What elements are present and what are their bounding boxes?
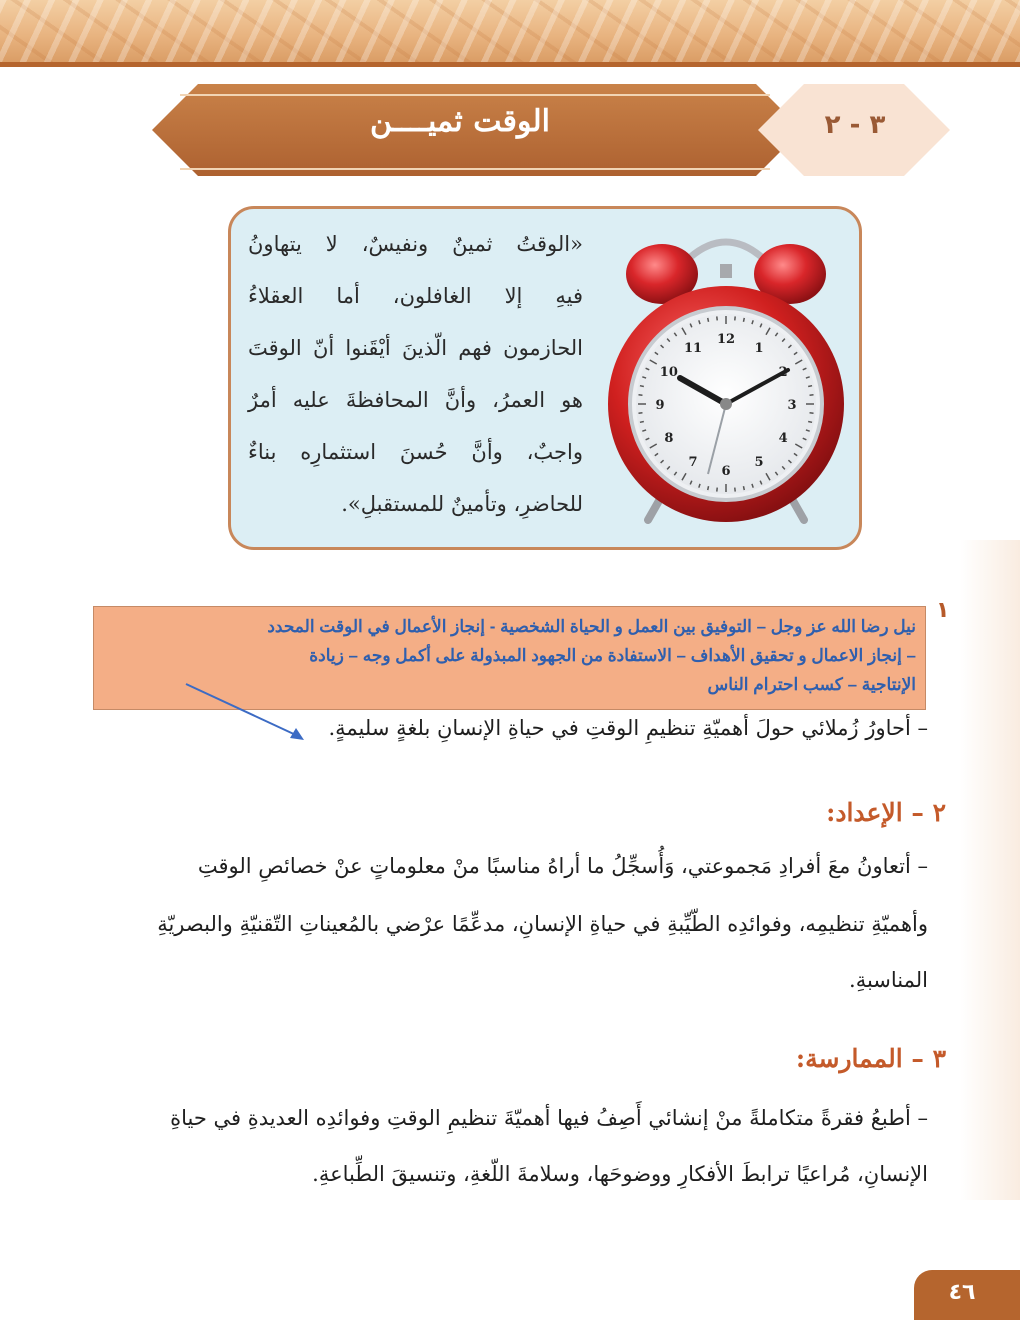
- clock-tick: [640, 421, 644, 422]
- page-number: ٤٦: [948, 1280, 976, 1305]
- callout-line: نيل رضا الله عز وجل – التوفيق بين العمل و الحياة الشخصية - إنجاز الأعمال في الوقت المحدد: [267, 617, 916, 636]
- clock-tick: [708, 486, 709, 490]
- clock-tick: [708, 318, 709, 322]
- clock-number: 10: [659, 365, 678, 380]
- section2-line: وأهميّةِ تنظيمِه، وفوائدِه الطّيِّبةِ في حياةِ الإنسانِ، مدعِّمًا عرْضي بالمُعيناتِ التّقنيّةِ والبصريّةِ: [157, 912, 928, 936]
- callout-arrow: [180, 680, 320, 750]
- alarm-clock-illustration: [606, 212, 846, 532]
- lesson-title: الوقت ثميــــن: [370, 104, 550, 139]
- section2-line: المناسبةِ.: [849, 968, 928, 992]
- quote-line: فيهِ إلا الغافلون، أما العقلاءُ: [248, 284, 583, 308]
- header-rule: [0, 62, 1020, 67]
- page-edge-shade: [960, 540, 1020, 1200]
- clock-number: 12: [716, 332, 736, 347]
- clock-tick: [743, 486, 744, 490]
- quote-line: «الوقتُ ثمينٌ ونفيسٌ، لا يتهاونُ: [248, 232, 583, 256]
- clock-tick: [640, 386, 644, 387]
- section-number: ٣ - ٢: [824, 110, 886, 140]
- callout-line: الإنتاجية – كسب احترام الناس: [707, 675, 916, 694]
- section3-heading: ٣ – الممارسة:: [795, 1044, 946, 1073]
- quote-line: للحاضرِ، وتأمينٌ للمستقبلِ».: [341, 492, 583, 516]
- quote-line: الحازمون فهم الّذينَ أيْقَنوا أنّ الوقتَ: [248, 336, 583, 360]
- callout-line: – إنجاز الاعمال و تحقيق الأهداف – الاستفادة من الجهود المبذولة على أكمل وجه – زيادة: [309, 646, 916, 665]
- clock-number: 5: [754, 455, 764, 471]
- clock-number: 3: [787, 398, 797, 413]
- clock-number: 4: [778, 431, 788, 446]
- decorative-header-band: [0, 0, 1020, 66]
- clock-tick: [808, 421, 812, 422]
- quote-text: [248, 218, 583, 530]
- section3-line: – أطبعُ فقرةً متكاملةً منْ إنشائي أَصِفُ فيها أهميّةَ تنظيمِ الوقتِ وفوائدِه العديدةِ في حياةِ: [170, 1106, 928, 1130]
- section2-heading: ٢ – الإعداد:: [826, 798, 946, 827]
- clock-number: 11: [683, 340, 703, 356]
- quote-line: هو العمرُ، وأنَّ المحافظةَ عليه أمرٌ: [248, 388, 583, 412]
- clock-number: 6: [721, 464, 731, 479]
- clock-tick: [808, 386, 812, 387]
- clock-number: 7: [688, 455, 698, 471]
- section2-line: – أتعاونُ معَ أفرادِ مَجموعتي، وَأُسجِّلُ ما أراهُ مناسبًا منْ معلوماتٍ عنْ خصائصِ الوقتِ: [197, 854, 928, 878]
- clock-tick: [743, 318, 744, 322]
- section3-line: الإنسانِ، مُراعيًا ترابطَ الأفكارِ ووضوحَها، وسلامةَ اللّغةِ، وتنسيقَ الطِّباعةِ.: [312, 1162, 928, 1186]
- item-marker: ١: [936, 598, 950, 623]
- section1-text: – أحاورُ زُملائي حولَ أهميّةِ تنظيمِ الوقتِ في حياةِ الإنسانِ بلغةٍ سليمةٍ.: [328, 716, 928, 740]
- clock-number: 9: [655, 398, 665, 413]
- quote-line: واجبٌ، وأنَّ حُسنَ استثمارِه بناءٌ: [248, 440, 583, 464]
- clock-number: 1: [754, 340, 764, 356]
- clock-number: 8: [664, 431, 674, 446]
